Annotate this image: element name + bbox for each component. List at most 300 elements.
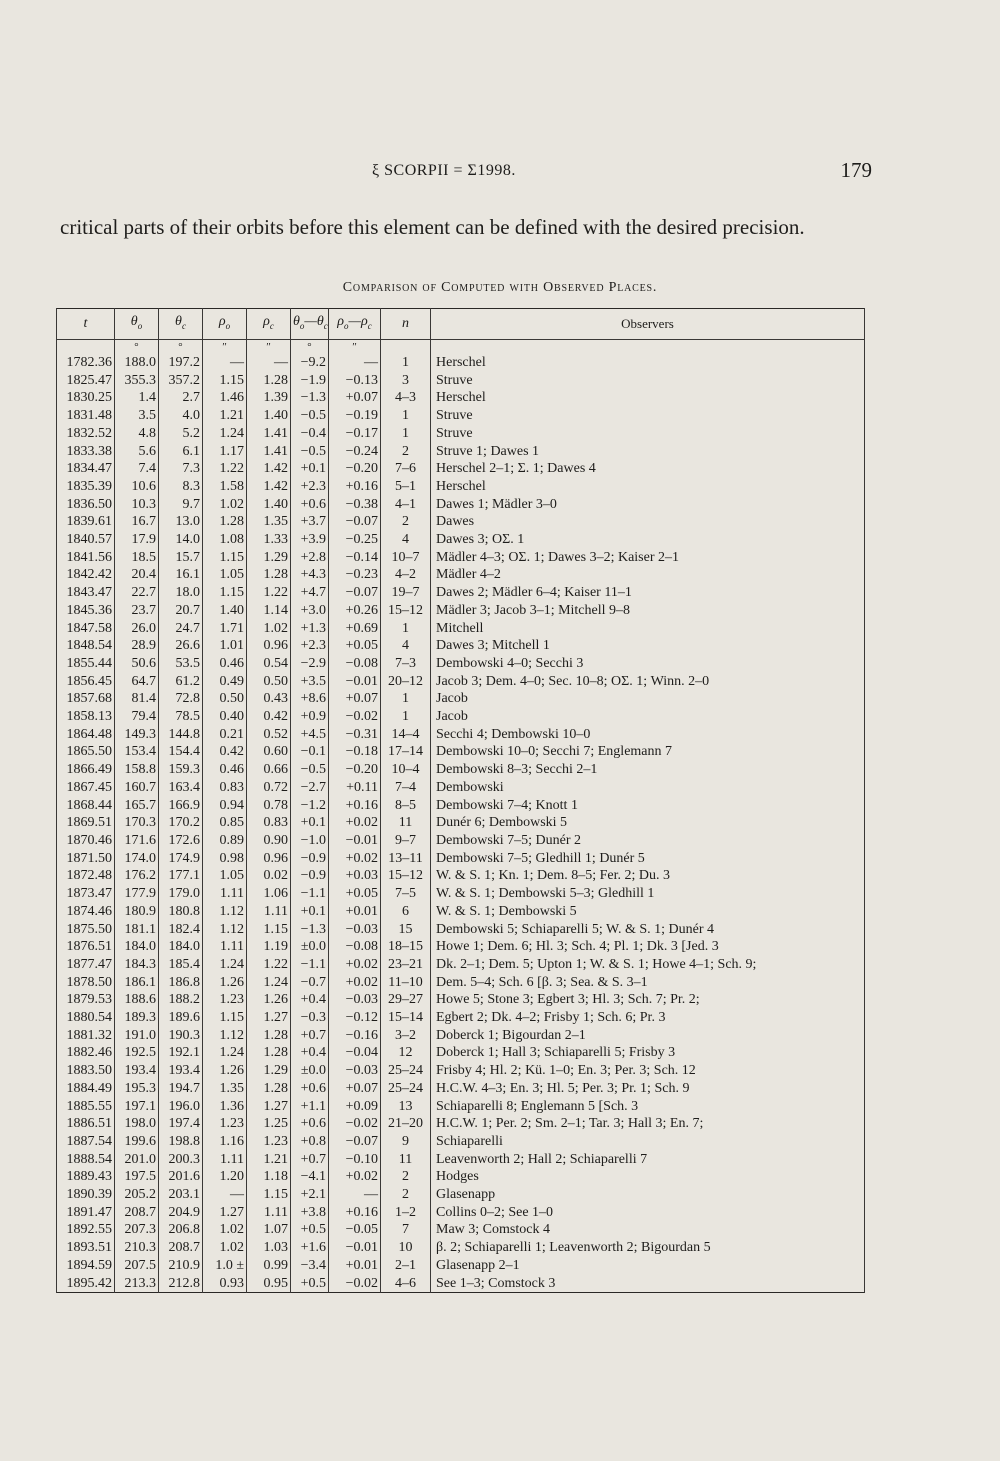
delta-theta-cell: −4.1 [291, 1168, 329, 1186]
theta-obs-cell: 26.0 [115, 620, 159, 638]
table-row [57, 443, 865, 461]
epoch-cell: 1893.51 [57, 1239, 115, 1257]
delta-rho-cell: −0.01 [329, 1239, 381, 1257]
delta-theta-cell: +1.6 [291, 1239, 329, 1257]
delta-theta-cell: +3.8 [291, 1204, 329, 1222]
observers-cell: Jacob [431, 690, 865, 708]
delta-theta-cell: −0.5 [291, 407, 329, 425]
theta-obs-cell: 198.0 [115, 1115, 159, 1133]
epoch-cell: 1867.45 [57, 779, 115, 797]
observers-cell: Mädler 4–3; OΣ. 1; Dawes 3–2; Kaiser 2–1 [431, 549, 865, 567]
count-cell: 7–4 [381, 779, 431, 797]
epoch-cell: 1881.32 [57, 1027, 115, 1045]
rho-comp-cell: 1.03 [247, 1239, 291, 1257]
rho-obs-cell: 1.40 [203, 602, 247, 620]
rho-obs-cell: 1.17 [203, 443, 247, 461]
count-cell: 13 [381, 1098, 431, 1116]
rho-obs-cell: 0.50 [203, 690, 247, 708]
observers-cell: Dem. 5–4; Sch. 6 [β. 3; Sea. & S. 3–1 [431, 974, 865, 992]
rho-obs-cell: 1.27 [203, 1204, 247, 1222]
theta-comp-cell: 7.3 [159, 460, 203, 478]
table-row [57, 1027, 865, 1045]
rho-comp-cell: 1.19 [247, 938, 291, 956]
delta-theta-cell: +3.9 [291, 531, 329, 549]
delta-rho-cell: +0.03 [329, 867, 381, 885]
delta-rho-cell: — [329, 1186, 381, 1204]
rho-comp-cell: 1.28 [247, 1080, 291, 1098]
observers-cell: Herschel [431, 478, 865, 496]
theta-obs-cell: 355.3 [115, 372, 159, 390]
delta-theta-cell: +3.0 [291, 602, 329, 620]
theta-comp-cell: 174.9 [159, 850, 203, 868]
theta-obs-cell: 7.4 [115, 460, 159, 478]
theta-obs-cell: 191.0 [115, 1027, 159, 1045]
rho-obs-cell: 1.11 [203, 1151, 247, 1169]
running-title: ξ SCORPII = Σ1998. [372, 162, 516, 179]
delta-rho-cell: +0.01 [329, 903, 381, 921]
table-row [57, 354, 865, 372]
delta-rho-cell: −0.24 [329, 443, 381, 461]
epoch-cell: 1885.55 [57, 1098, 115, 1116]
theta-obs-cell: 192.5 [115, 1044, 159, 1062]
table-row [57, 832, 865, 850]
observers-cell: Dunér 6; Dembowski 5 [431, 814, 865, 832]
observers-cell: Hodges [431, 1168, 865, 1186]
delta-theta-cell: ±0.0 [291, 1062, 329, 1080]
theta-obs-cell: 22.7 [115, 584, 159, 602]
table-row [57, 991, 865, 1009]
epoch-cell: 1832.52 [57, 425, 115, 443]
delta-rho-cell: −0.02 [329, 1115, 381, 1133]
delta-theta-cell: −9.2 [291, 354, 329, 372]
theta-obs-cell: 4.8 [115, 425, 159, 443]
delta-theta-cell: −0.5 [291, 443, 329, 461]
theta-obs-cell: 180.9 [115, 903, 159, 921]
count-cell: 15 [381, 921, 431, 939]
epoch-cell: 1879.53 [57, 991, 115, 1009]
delta-rho-cell: −0.20 [329, 460, 381, 478]
delta-rho-cell: +0.02 [329, 956, 381, 974]
unit-cell: ″ [203, 340, 247, 355]
rho-comp-cell: 1.29 [247, 549, 291, 567]
rho-comp-cell: 1.02 [247, 620, 291, 638]
count-cell: 4 [381, 637, 431, 655]
rho-obs-cell: 1.24 [203, 425, 247, 443]
units-row [57, 340, 865, 355]
theta-obs-cell: 186.1 [115, 974, 159, 992]
theta-obs-cell: 28.9 [115, 637, 159, 655]
rho-comp-cell: — [247, 354, 291, 372]
delta-rho-cell: +0.02 [329, 1168, 381, 1186]
rho-obs-cell: 0.83 [203, 779, 247, 797]
observers-cell: Frisby 4; Hl. 2; Kü. 1–0; En. 3; Per. 3; Sch. 12 [431, 1062, 865, 1080]
table-row [57, 673, 865, 691]
theta-comp-cell: 170.2 [159, 814, 203, 832]
count-cell: 1 [381, 708, 431, 726]
delta-theta-cell: +2.3 [291, 637, 329, 655]
observers-cell: Maw 3; Comstock 4 [431, 1221, 865, 1239]
unit-cell [57, 340, 115, 355]
theta-obs-cell: 174.0 [115, 850, 159, 868]
theta-obs-cell: 18.5 [115, 549, 159, 567]
table-row [57, 1062, 865, 1080]
rho-comp-cell: 0.90 [247, 832, 291, 850]
unit-cell [381, 340, 431, 355]
rho-comp-cell: 1.28 [247, 566, 291, 584]
delta-theta-cell: +0.7 [291, 1027, 329, 1045]
rho-obs-cell: 1.15 [203, 584, 247, 602]
observers-cell: W. & S. 1; Dembowski 5–3; Gledhill 1 [431, 885, 865, 903]
theta-comp-cell: 78.5 [159, 708, 203, 726]
count-cell: 7–5 [381, 885, 431, 903]
rho-obs-cell: 1.28 [203, 513, 247, 531]
table-row [57, 1098, 865, 1116]
delta-theta-cell: +4.3 [291, 566, 329, 584]
delta-theta-cell: +2.8 [291, 549, 329, 567]
theta-comp-cell: 26.6 [159, 637, 203, 655]
rho-obs-cell: 0.46 [203, 655, 247, 673]
rho-obs-cell: 1.24 [203, 1044, 247, 1062]
rho-obs-cell: 0.46 [203, 761, 247, 779]
epoch-cell: 1855.44 [57, 655, 115, 673]
delta-theta-cell: +0.4 [291, 991, 329, 1009]
count-cell: 11 [381, 1151, 431, 1169]
count-cell: 4–2 [381, 566, 431, 584]
observers-cell: Collins 0–2; See 1–0 [431, 1204, 865, 1222]
theta-comp-cell: 182.4 [159, 921, 203, 939]
count-cell: 19–7 [381, 584, 431, 602]
table-row [57, 974, 865, 992]
theta-comp-cell: 8.3 [159, 478, 203, 496]
delta-theta-cell: −0.4 [291, 425, 329, 443]
epoch-cell: 1873.47 [57, 885, 115, 903]
theta-comp-cell: 184.0 [159, 938, 203, 956]
theta-obs-cell: 213.3 [115, 1275, 159, 1293]
theta-obs-cell: 197.5 [115, 1168, 159, 1186]
rho-comp-cell: 1.21 [247, 1151, 291, 1169]
delta-rho-cell: −0.23 [329, 566, 381, 584]
delta-rho-cell: — [329, 354, 381, 372]
table-row [57, 566, 865, 584]
theta-comp-cell: 15.7 [159, 549, 203, 567]
unit-cell: ″ [329, 340, 381, 355]
count-cell: 7–6 [381, 460, 431, 478]
delta-theta-cell: −1.2 [291, 797, 329, 815]
theta-comp-cell: 61.2 [159, 673, 203, 691]
observers-cell: See 1–3; Comstock 3 [431, 1275, 865, 1293]
table-row [57, 690, 865, 708]
observers-cell: Mädler 3; Jacob 3–1; Mitchell 9–8 [431, 602, 865, 620]
theta-obs-cell: 207.3 [115, 1221, 159, 1239]
delta-rho-cell: +0.26 [329, 602, 381, 620]
observers-cell: Mädler 4–2 [431, 566, 865, 584]
theta-comp-cell: 204.9 [159, 1204, 203, 1222]
rho-obs-cell: 1.26 [203, 1062, 247, 1080]
delta-theta-cell: +0.4 [291, 1044, 329, 1062]
theta-obs-cell: 207.5 [115, 1257, 159, 1275]
rho-comp-cell: 0.02 [247, 867, 291, 885]
delta-theta-cell: −3.4 [291, 1257, 329, 1275]
rho-comp-cell: 1.28 [247, 1027, 291, 1045]
rho-obs-cell: 0.93 [203, 1275, 247, 1293]
table-row [57, 1204, 865, 1222]
table-row [57, 1239, 865, 1257]
observers-cell: Dawes 3; OΣ. 1 [431, 531, 865, 549]
count-cell: 3 [381, 372, 431, 390]
theta-obs-cell: 158.8 [115, 761, 159, 779]
rho-obs-cell: 1.36 [203, 1098, 247, 1116]
observers-cell: β. 2; Schiaparelli 1; Leavenworth 2; Bigourdan 5 [431, 1239, 865, 1257]
delta-theta-cell: −0.7 [291, 974, 329, 992]
count-cell: 10–4 [381, 761, 431, 779]
delta-rho-cell: −0.19 [329, 407, 381, 425]
table-row [57, 956, 865, 974]
delta-theta-cell: −1.1 [291, 885, 329, 903]
unit-cell: ° [159, 340, 203, 355]
rho-obs-cell: 1.0 ± [203, 1257, 247, 1275]
theta-comp-cell: 24.7 [159, 620, 203, 638]
epoch-cell: 1856.45 [57, 673, 115, 691]
theta-obs-cell: 3.5 [115, 407, 159, 425]
unit-cell: ″ [247, 340, 291, 355]
delta-rho-cell: −0.05 [329, 1221, 381, 1239]
count-cell: 29–27 [381, 991, 431, 1009]
rho-comp-cell: 1.11 [247, 1204, 291, 1222]
epoch-cell: 1891.47 [57, 1204, 115, 1222]
delta-rho-cell: −0.16 [329, 1027, 381, 1045]
rho-comp-cell: 1.23 [247, 1133, 291, 1151]
col-header-theta-c: $\theta_c$ [159, 309, 203, 340]
observers-cell: Dembowski 10–0; Secchi 7; Englemann 7 [431, 743, 865, 761]
rho-comp-cell: 0.95 [247, 1275, 291, 1293]
count-cell: 4 [381, 531, 431, 549]
count-cell: 7 [381, 1221, 431, 1239]
rho-obs-cell: 1.23 [203, 991, 247, 1009]
rho-obs-cell: 1.16 [203, 1133, 247, 1151]
observers-cell: W. & S. 1; Kn. 1; Dem. 8–5; Fer. 2; Du. 3 [431, 867, 865, 885]
observers-cell: Dembowski 7–4; Knott 1 [431, 797, 865, 815]
rho-comp-cell: 1.35 [247, 513, 291, 531]
rho-obs-cell: 1.12 [203, 1027, 247, 1045]
rho-obs-cell: 1.02 [203, 1239, 247, 1257]
table-row [57, 602, 865, 620]
count-cell: 15–14 [381, 1009, 431, 1027]
rho-comp-cell: 0.50 [247, 673, 291, 691]
count-cell: 1–2 [381, 1204, 431, 1222]
delta-rho-cell: +0.02 [329, 814, 381, 832]
delta-rho-cell: +0.09 [329, 1098, 381, 1116]
table-row [57, 1009, 865, 1027]
rho-comp-cell: 1.40 [247, 496, 291, 514]
observers-cell: Struve [431, 425, 865, 443]
theta-comp-cell: 196.0 [159, 1098, 203, 1116]
delta-rho-cell: −0.07 [329, 513, 381, 531]
epoch-cell: 1877.47 [57, 956, 115, 974]
count-cell: 9–7 [381, 832, 431, 850]
count-cell: 1 [381, 425, 431, 443]
rho-comp-cell: 1.15 [247, 1186, 291, 1204]
theta-obs-cell: 153.4 [115, 743, 159, 761]
epoch-cell: 1782.36 [57, 354, 115, 372]
delta-rho-cell: +0.16 [329, 1204, 381, 1222]
theta-comp-cell: 4.0 [159, 407, 203, 425]
theta-comp-cell: 177.1 [159, 867, 203, 885]
delta-rho-cell: −0.04 [329, 1044, 381, 1062]
delta-theta-cell: +0.5 [291, 1275, 329, 1293]
table-row [57, 425, 865, 443]
table-row [57, 407, 865, 425]
observers-cell: W. & S. 1; Dembowski 5 [431, 903, 865, 921]
theta-comp-cell: 2.7 [159, 389, 203, 407]
rho-obs-cell: 0.94 [203, 797, 247, 815]
col-header-n: n [381, 309, 431, 340]
observers-cell: Dawes 3; Mitchell 1 [431, 637, 865, 655]
delta-rho-cell: +0.02 [329, 974, 381, 992]
observers-cell: H.C.W. 1; Per. 2; Sm. 2–1; Tar. 3; Hall 3; En. 7; [431, 1115, 865, 1133]
table-row [57, 938, 865, 956]
table-caption: Comparison of Computed with Observed Places. [342, 280, 658, 295]
delta-theta-cell: +3.5 [291, 673, 329, 691]
rho-comp-cell: 0.96 [247, 637, 291, 655]
theta-obs-cell: 64.7 [115, 673, 159, 691]
theta-obs-cell: 197.1 [115, 1098, 159, 1116]
rho-obs-cell: 1.20 [203, 1168, 247, 1186]
theta-comp-cell: 198.8 [159, 1133, 203, 1151]
running-head [0, 158, 1000, 184]
rho-comp-cell: 0.66 [247, 761, 291, 779]
rho-obs-cell: 1.15 [203, 372, 247, 390]
rho-obs-cell: 1.35 [203, 1080, 247, 1098]
rho-comp-cell: 0.96 [247, 850, 291, 868]
delta-theta-cell: −1.1 [291, 956, 329, 974]
table-row [57, 867, 865, 885]
rho-obs-cell: 1.46 [203, 389, 247, 407]
rho-comp-cell: 0.54 [247, 655, 291, 673]
theta-comp-cell: 193.4 [159, 1062, 203, 1080]
rho-obs-cell: — [203, 354, 247, 372]
delta-rho-cell: −0.01 [329, 673, 381, 691]
table-row [57, 1151, 865, 1169]
rho-obs-cell: 1.58 [203, 478, 247, 496]
theta-obs-cell: 193.4 [115, 1062, 159, 1080]
rho-obs-cell: 1.01 [203, 637, 247, 655]
rho-comp-cell: 0.99 [247, 1257, 291, 1275]
theta-obs-cell: 181.1 [115, 921, 159, 939]
theta-comp-cell: 190.3 [159, 1027, 203, 1045]
table-row [57, 814, 865, 832]
theta-obs-cell: 10.3 [115, 496, 159, 514]
delta-rho-cell: +0.07 [329, 389, 381, 407]
rho-comp-cell: 0.72 [247, 779, 291, 797]
delta-theta-cell: −1.3 [291, 389, 329, 407]
theta-obs-cell: 5.6 [115, 443, 159, 461]
table-row [57, 1186, 865, 1204]
rho-obs-cell: 1.15 [203, 1009, 247, 1027]
theta-comp-cell: 212.8 [159, 1275, 203, 1293]
count-cell: 2 [381, 1186, 431, 1204]
delta-rho-cell: +0.69 [329, 620, 381, 638]
delta-rho-cell: −0.02 [329, 1275, 381, 1293]
observers-cell: Herschel [431, 354, 865, 372]
epoch-cell: 1843.47 [57, 584, 115, 602]
epoch-cell: 1882.46 [57, 1044, 115, 1062]
observers-cell: Dembowski 8–3; Secchi 2–1 [431, 761, 865, 779]
theta-obs-cell: 160.7 [115, 779, 159, 797]
rho-comp-cell: 1.06 [247, 885, 291, 903]
table-row [57, 1115, 865, 1133]
theta-obs-cell: 189.3 [115, 1009, 159, 1027]
count-cell: 23–21 [381, 956, 431, 974]
delta-rho-cell: −0.08 [329, 655, 381, 673]
epoch-cell: 1835.39 [57, 478, 115, 496]
theta-obs-cell: 201.0 [115, 1151, 159, 1169]
rho-obs-cell: 1.02 [203, 496, 247, 514]
rho-obs-cell: 1.23 [203, 1115, 247, 1133]
epoch-cell: 1865.50 [57, 743, 115, 761]
rho-obs-cell: 1.24 [203, 956, 247, 974]
theta-comp-cell: 20.7 [159, 602, 203, 620]
unit-cell [431, 340, 865, 355]
delta-theta-cell: −2.7 [291, 779, 329, 797]
epoch-cell: 1841.56 [57, 549, 115, 567]
count-cell: 4–3 [381, 389, 431, 407]
count-cell: 15–12 [381, 602, 431, 620]
epoch-cell: 1866.49 [57, 761, 115, 779]
rho-comp-cell: 1.33 [247, 531, 291, 549]
theta-comp-cell: 53.5 [159, 655, 203, 673]
col-header-t: t [57, 309, 115, 340]
rho-obs-cell: 1.11 [203, 938, 247, 956]
table-row [57, 779, 865, 797]
epoch-cell: 1890.39 [57, 1186, 115, 1204]
theta-comp-cell: 188.2 [159, 991, 203, 1009]
theta-obs-cell: 188.0 [115, 354, 159, 372]
delta-theta-cell: +4.7 [291, 584, 329, 602]
count-cell: 12 [381, 1044, 431, 1062]
count-cell: 11–10 [381, 974, 431, 992]
delta-theta-cell: +0.6 [291, 496, 329, 514]
count-cell: 25–24 [381, 1062, 431, 1080]
delta-theta-cell: −1.3 [291, 921, 329, 939]
theta-comp-cell: 194.7 [159, 1080, 203, 1098]
theta-comp-cell: 14.0 [159, 531, 203, 549]
col-header-theta-o: $\theta_o$ [115, 309, 159, 340]
delta-rho-cell: +0.07 [329, 1080, 381, 1098]
rho-obs-cell: 0.89 [203, 832, 247, 850]
table-row [57, 1257, 865, 1275]
unit-cell: ° [291, 340, 329, 355]
count-cell: 1 [381, 407, 431, 425]
theta-obs-cell: 23.7 [115, 602, 159, 620]
rho-comp-cell: 0.52 [247, 726, 291, 744]
rho-obs-cell: 0.42 [203, 743, 247, 761]
rho-obs-cell: 1.02 [203, 1221, 247, 1239]
theta-obs-cell: 1.4 [115, 389, 159, 407]
epoch-cell: 1864.48 [57, 726, 115, 744]
theta-comp-cell: 13.0 [159, 513, 203, 531]
delta-rho-cell: −0.03 [329, 991, 381, 1009]
observers-cell: Glasenapp 2–1 [431, 1257, 865, 1275]
delta-rho-cell: −0.12 [329, 1009, 381, 1027]
rho-obs-cell: 1.08 [203, 531, 247, 549]
rho-comp-cell: 0.43 [247, 690, 291, 708]
rho-comp-cell: 1.26 [247, 991, 291, 1009]
observers-cell: H.C.W. 4–3; En. 3; Hl. 5; Per. 3; Pr. 1; Sch. 9 [431, 1080, 865, 1098]
theta-comp-cell: 186.8 [159, 974, 203, 992]
epoch-cell: 1834.47 [57, 460, 115, 478]
count-cell: 21–20 [381, 1115, 431, 1133]
epoch-cell: 1840.57 [57, 531, 115, 549]
